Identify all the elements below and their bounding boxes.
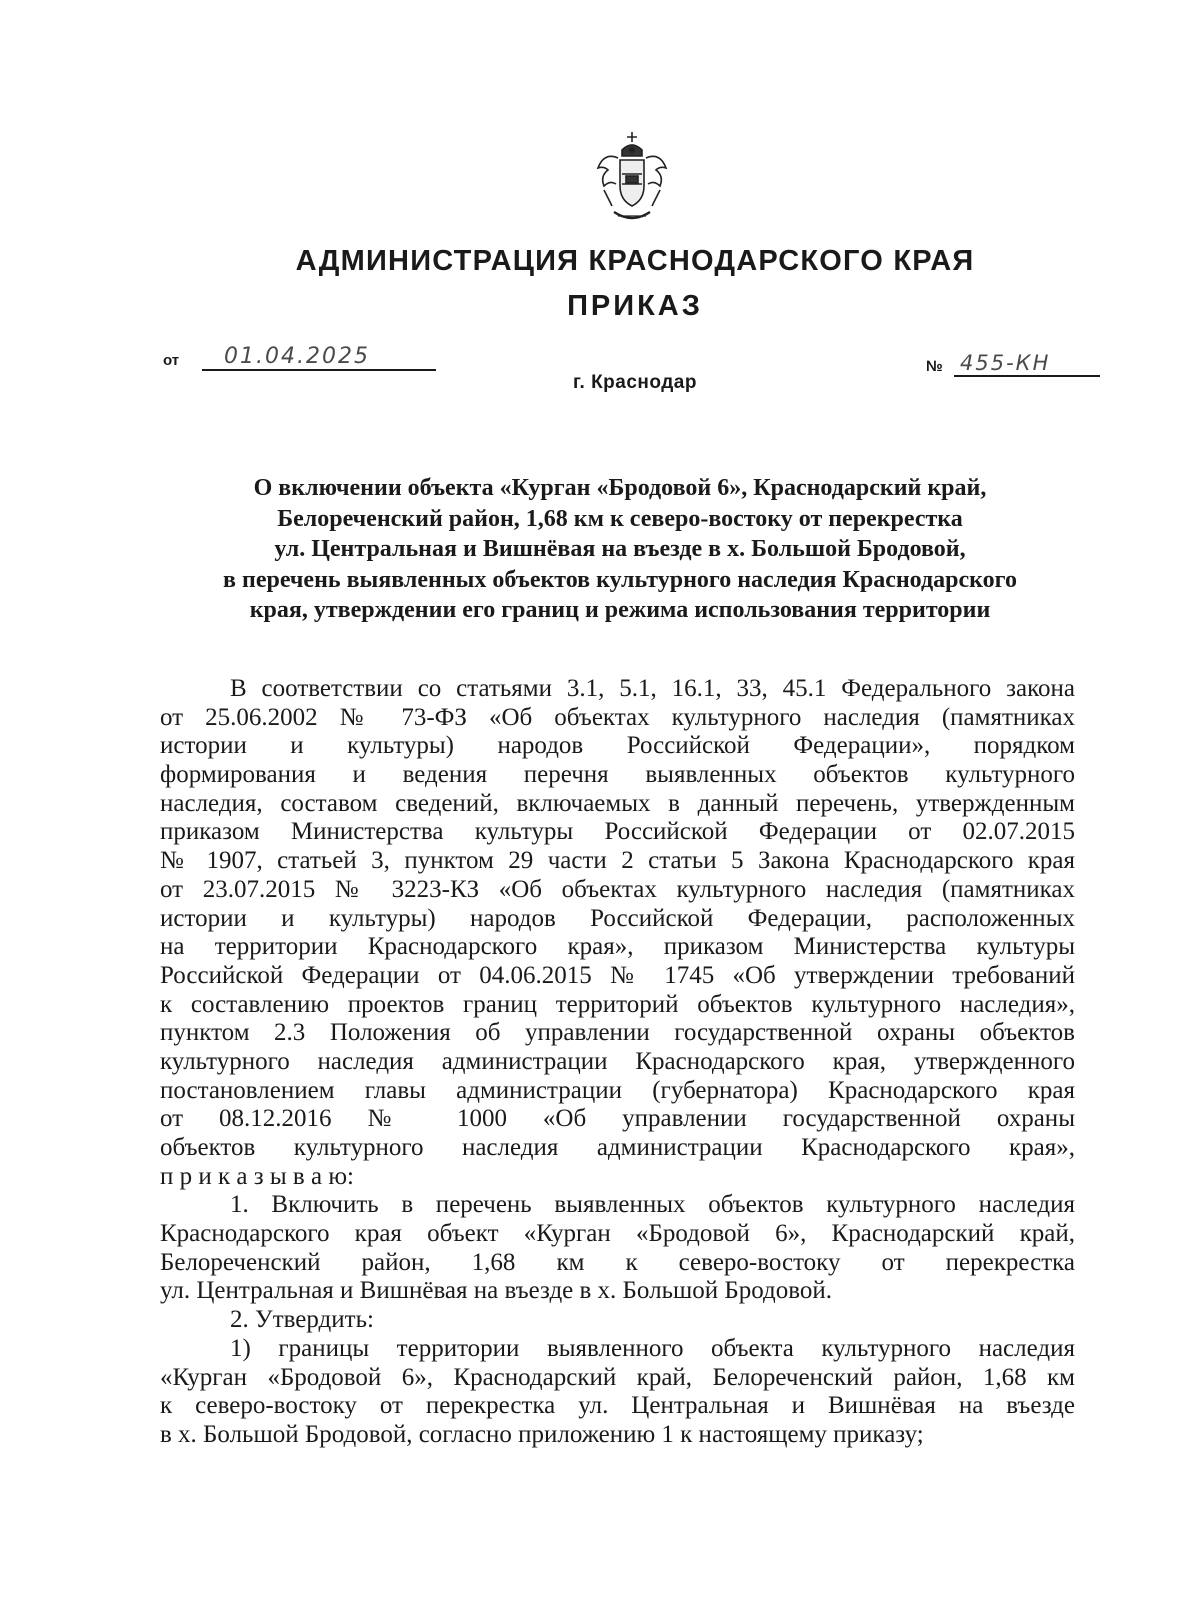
document-type: ПРИКАЗ [567, 290, 703, 322]
text-line: формирования и ведения перечня выявленных объектов культурного [160, 761, 1075, 789]
text-line: к северо-востоку от перекрестка ул. Центральная и Вишнёвая на въезде [160, 1392, 1075, 1420]
text-line: № 1907, статьей 3, пунктом 29 части 2 статьи 5 Закона Краснодарского края [160, 847, 1075, 875]
text-line: от 08.12.2016 № 1000 «Об управлении государственной охраны [160, 1105, 1075, 1133]
title-line: в перечень выявленных объектов культурного наследия Краснодарского [223, 566, 1017, 593]
text-line: в х. Большой Бродовой, согласно приложению 1 к настоящему приказу; [160, 1420, 924, 1448]
date-label: от [163, 352, 180, 369]
title-line: края, утверждении его границ и режима использования территории [249, 597, 991, 623]
text-line: к составлению проектов границ территорий объектов культурного наследия», [160, 990, 1075, 1018]
text-line: истории и культуры) народов Российской Федерации», порядком [160, 732, 1075, 760]
text-line: культурного наследия администрации Краснодарского края, утвержденного [160, 1047, 1075, 1075]
number-label: № [926, 358, 943, 375]
text-line: ул. Центральная и Вишнёвая на въезде в х. Большой Бродовой. [160, 1277, 832, 1305]
handwritten-date: 01.04.2025 [224, 344, 370, 369]
document-body [160, 675, 1075, 1450]
text-line: В соответствии со статьями 3.1, 5.1, 16.1, 33, 45.1 Федерального закона [230, 675, 1075, 702]
item-1-paragraph [160, 1191, 1075, 1306]
handwritten-number: 455-КН [960, 351, 1051, 375]
text-line: 2. Утвердить: [230, 1306, 374, 1334]
title-line: Белореченский район, 1,68 км к северо-востоку от перекрестка [277, 505, 963, 532]
document-title [150, 473, 1090, 626]
text-line: на территории Краснодарского края», приказом Министерства культуры [160, 933, 1075, 961]
date-field [202, 343, 436, 371]
city-name: г. Краснодар [573, 372, 697, 393]
text-line: наследия, составом сведений, включаемых в данный перечень, утвержденным [160, 789, 1075, 817]
text-line: 1) границы территории выявленного объекта культурного наследия [230, 1334, 1075, 1362]
preamble-paragraph [160, 675, 1075, 1191]
text-line: от 23.07.2015 № 3223-КЗ «Об объектах культурного наследия (памятниках [160, 875, 1075, 903]
text-line: объектов культурного наследия администрации Краснодарского края», [160, 1134, 1075, 1161]
text-line: постановлением главы администрации (губернатора) Краснодарского края [160, 1076, 1075, 1104]
item-2-1-paragraph [160, 1335, 1075, 1450]
text-line: Белореченский район, 1,68 км к северо-востоку от перекрестка [160, 1248, 1075, 1276]
text-line: от 25.06.2002 № 73-ФЗ «Об объектах культурного наследия (памятниках [160, 703, 1075, 731]
text-line: приказом Министерства культуры Российской Федерации от 02.07.2015 [160, 818, 1075, 846]
organization-name: АДМИНИСТРАЦИЯ КРАСНОДАРСКОГО КРАЯ [295, 245, 975, 277]
text-line: п р и к а з ы в а ю: [160, 1162, 354, 1190]
title-line: ул. Центральная и Вишнёвая на въезде в х. Большой Бродовой, [274, 536, 966, 562]
text-line: истории и культуры) народов Российской Федерации, расположенных [160, 904, 1075, 932]
text-line: «Курган «Бродовой 6», Краснодарский край, Белореченский район, 1,68 км [160, 1363, 1075, 1391]
text-line: Российской Федерации от 04.06.2015 № 1745 «Об утверждении требований [160, 961, 1075, 989]
coat-of-arms-emblem [592, 128, 672, 228]
coat-of-arms-icon [592, 128, 672, 228]
title-line: О включении объекта «Курган «Бродовой 6», Краснодарский край, [253, 475, 987, 501]
text-line: пунктом 2.3 Положения об управлении государственной охраны объектов [160, 1019, 1075, 1047]
text-line: Краснодарского края объект «Курган «Бродовой 6», Краснодарский край, [160, 1220, 1075, 1248]
text-line: 1. Включить в перечень выявленных объектов культурного наследия [230, 1191, 1075, 1219]
item-2-paragraph [160, 1306, 1075, 1335]
